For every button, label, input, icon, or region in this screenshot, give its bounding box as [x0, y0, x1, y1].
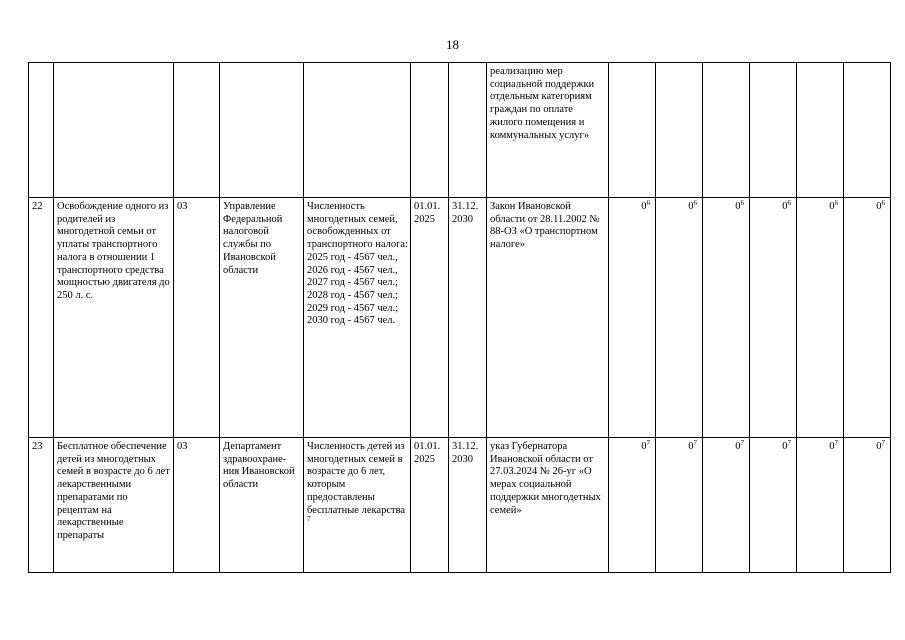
footnote-ref: 7: [307, 515, 311, 524]
cell-value: $0^7$: [750, 438, 797, 573]
table-row: [29, 438, 891, 573]
indicator-intro: Численность детей из многодетных семей в возрасте до 6 лет, которым предоставлены бесплатные лекарства: [307, 441, 406, 516]
footnote-ref: 6: [881, 199, 885, 207]
table-row-continuation: [29, 63, 891, 198]
cell-code: [174, 63, 220, 198]
cell-value: $0^7$: [703, 438, 750, 573]
cell-value: $0^6$: [609, 198, 656, 438]
footnote-ref: 6: [740, 199, 744, 207]
cell-value: [656, 63, 703, 198]
cell-legal-basis: Закон Ивановской области от 28.11.2002 № 88-ОЗ «О транспортном налоге»: [487, 198, 609, 438]
cell-code: 03: [174, 438, 220, 573]
footnote-ref: 7: [881, 439, 885, 447]
cell-value: [609, 63, 656, 198]
cell-value: [750, 63, 797, 198]
footnote-ref: 7: [787, 439, 791, 447]
cell-start: 01.01. 2025: [411, 198, 449, 438]
indicator-intro: Численность многодетных семей, освобожденных от транспортного налога:: [307, 201, 409, 251]
footnote-ref: 7: [740, 439, 744, 447]
footnote-ref: 6: [693, 199, 697, 207]
cell-end: 31.12. 2030: [449, 438, 487, 573]
cell-name: Бесплатное обеспечение детей из многодетных семей в возрасте до 6 лет лекарственными препаратами по рецептам на лекарственные препараты: [54, 438, 174, 573]
cell-value: $0^7$: [609, 438, 656, 573]
cell-no: 23: [29, 438, 54, 573]
cell-indicator: [304, 63, 411, 198]
cell-end: 31.12. 2030: [449, 198, 487, 438]
cell-value: [703, 63, 750, 198]
cell-value: $0^7$: [797, 438, 844, 573]
cell-no: 22: [29, 198, 54, 438]
cell-indicator: [304, 438, 411, 573]
cell-responsible: Департамент здравоохране-ния Ивановской области: [220, 438, 304, 573]
cell-indicator: [304, 198, 411, 438]
cell-value: $0^7$: [656, 438, 703, 573]
page-number: 18: [446, 37, 459, 52]
footnote-ref: 6: [834, 199, 838, 207]
cell-legal-basis: указ Губернатора Ивановской области от 27.03.2024 № 26-уг «О мерах социальной поддержки многодетных семей»: [487, 438, 609, 573]
footnote-ref: 7: [646, 439, 650, 447]
cell-value: $0^6$: [750, 198, 797, 438]
cell-responsible: [220, 63, 304, 198]
cell-name: Освобождение одного из родителей из многодетной семьи от уплаты транспортного налога в отношении 1 транспортного средства мощностью двигателя до 250 л. с.: [54, 198, 174, 438]
cell-name: [54, 63, 174, 198]
footnote-ref: 6: [787, 199, 791, 207]
footnote-ref: 6: [646, 199, 650, 207]
footnote-ref: 7: [834, 439, 838, 447]
indicator-line: 2027 год - 4567 чел.;: [307, 277, 399, 289]
cell-start: [411, 63, 449, 198]
cell-no: [29, 63, 54, 198]
indicator-line: 2028 год - 4567 чел.;: [307, 289, 399, 301]
cell-end: [449, 63, 487, 198]
cell-value: $0^6$: [656, 198, 703, 438]
cell-value: [844, 63, 891, 198]
cell-value: $0^6$: [703, 198, 750, 438]
indicator-line: 2025 год - 4567 чел.,: [307, 251, 398, 263]
table-row: [29, 198, 891, 438]
cell-start: 01.01. 2025: [411, 438, 449, 573]
measures-table: [28, 62, 891, 573]
cell-value: $0^7$: [844, 438, 891, 573]
cell-responsible: Управление Федеральной налоговой службы по Ивановской области: [220, 198, 304, 438]
cell-value: [797, 63, 844, 198]
indicator-line: 2029 год - 4567 чел.;: [307, 302, 399, 314]
footnote-ref: 7: [693, 439, 697, 447]
indicator-line: 2026 год - 4567 чел.,: [307, 264, 398, 276]
cell-code: 03: [174, 198, 220, 438]
cell-value: $0^6$: [844, 198, 891, 438]
indicator-line: 2030 год - 4567 чел.: [307, 315, 396, 327]
cell-value: $0^6$: [797, 198, 844, 438]
cell-legal-basis: реализацию мер социальной поддержки отдельным категориям граждан по оплате жилого помещения и коммунальных услуг»: [487, 63, 609, 198]
